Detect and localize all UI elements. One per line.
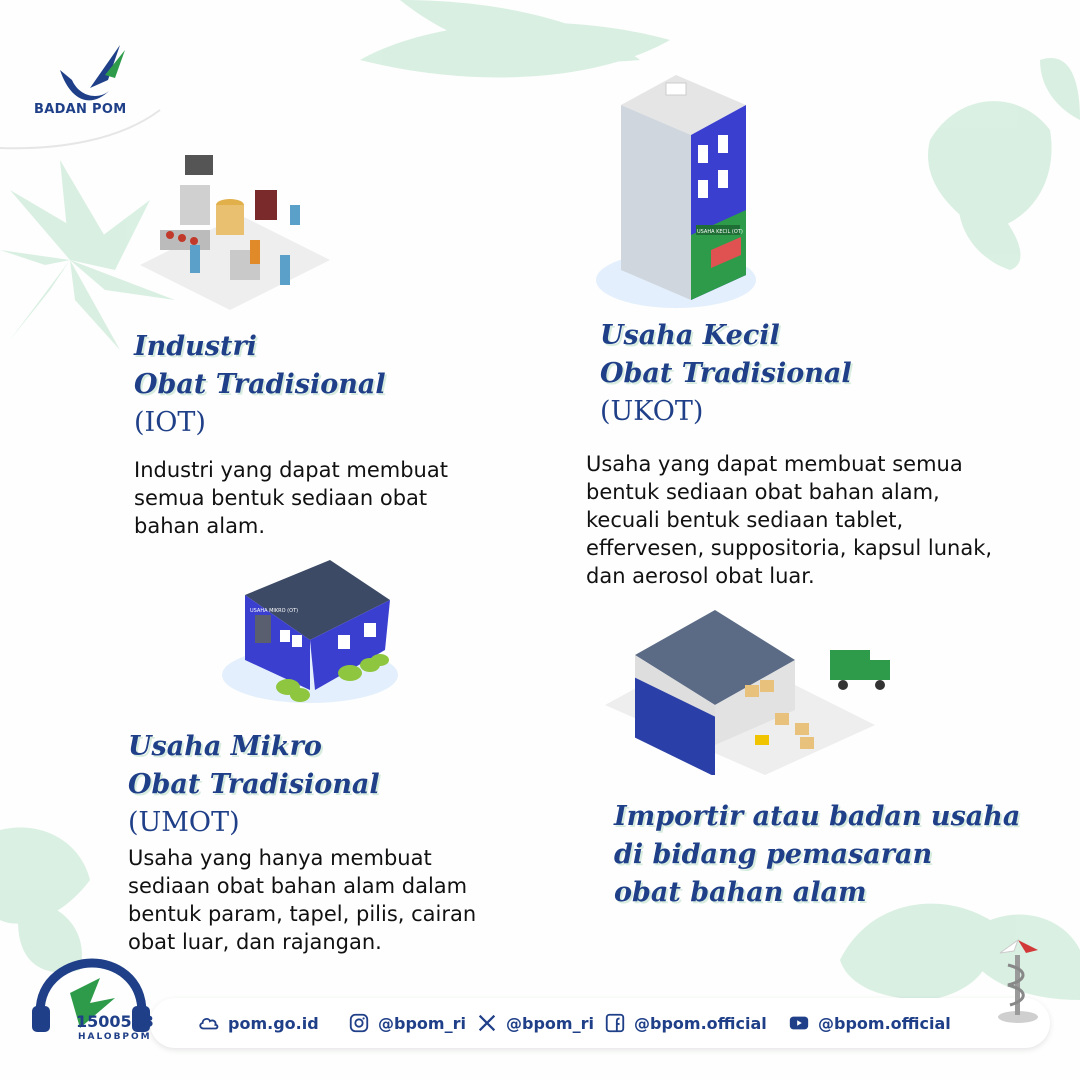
warehouse-icon xyxy=(605,605,895,775)
section-description-line: semua bentuk sediaan obat xyxy=(134,486,428,510)
section-description-line: obat luar, dan rajangan. xyxy=(128,930,382,954)
website-text: pom.go.id xyxy=(228,1013,319,1033)
youtube-link[interactable] xyxy=(788,1010,951,1036)
section-title-line: Importir atau badan usaha xyxy=(614,801,1021,832)
section-abbreviation: (UKOT) xyxy=(600,396,704,427)
facebook-icon xyxy=(604,1012,626,1034)
section-description-line: Usaha yang hanya membuat xyxy=(128,846,432,870)
section-title-line1: Usaha Kecil xyxy=(600,320,780,351)
section-description-line: kecuali bentuk sediaan tablet, xyxy=(586,508,904,532)
section-title-line2: Obat Tradisional xyxy=(600,358,852,389)
instagram-link[interactable] xyxy=(348,1010,466,1036)
section-description-line: bahan alam. xyxy=(134,514,266,538)
instagram-text: @bpom_ri xyxy=(378,1013,466,1033)
section-importir xyxy=(614,798,1020,912)
badan-pom-emblem-icon xyxy=(30,40,140,110)
building-icon xyxy=(596,75,766,310)
factory-illustration xyxy=(130,145,330,310)
section-abbreviation: (UMOT) xyxy=(128,807,240,838)
section-description-line: sediaan obat bahan alam dalam xyxy=(128,874,468,898)
section-description-line: Usaha yang dapat membuat semua xyxy=(586,452,963,476)
hotline-badge xyxy=(30,958,160,1058)
section-title-line2: Obat Tradisional xyxy=(128,769,380,800)
section-title-line1: Industri xyxy=(134,331,257,362)
badan-pom-logo xyxy=(30,40,140,120)
micro-business-house-illustration xyxy=(220,555,400,710)
cloud-icon xyxy=(198,1012,220,1034)
facebook-text: @bpom.official xyxy=(634,1013,767,1033)
section-title-line1: Usaha Mikro xyxy=(128,731,322,762)
section-description-line: Industri yang dapat membuat xyxy=(134,458,448,482)
hotline-number[interactable]: 1500533 xyxy=(76,1012,154,1031)
section-umot xyxy=(128,728,476,956)
house-icon xyxy=(220,555,400,710)
section-title-line2: Obat Tradisional xyxy=(134,369,386,400)
section-description-line: bentuk param, tapel, pilis, cairan xyxy=(128,902,477,926)
website-link[interactable] xyxy=(198,1010,319,1036)
section-ukot xyxy=(600,317,852,431)
x-icon xyxy=(476,1012,498,1034)
ukot-sign-text: USAHA KECIL (OT) xyxy=(697,229,743,235)
umot-sign-text: USAHA MIKRO (OT) xyxy=(250,608,299,614)
section-abbreviation: (IOT) xyxy=(134,407,206,438)
section-description-line: bentuk sediaan obat bahan alam, xyxy=(586,480,940,504)
section-ukot-description xyxy=(586,450,992,590)
warehouse-illustration xyxy=(605,605,895,775)
caduceus-emblem-icon xyxy=(988,935,1048,1025)
section-iot xyxy=(134,328,448,540)
youtube-icon xyxy=(788,1012,810,1034)
hotline-label: HALOBPOM xyxy=(78,1032,152,1042)
instagram-icon xyxy=(348,1012,370,1034)
section-title-line: di bidang pemasaran xyxy=(614,839,933,870)
x-text: @bpom_ri xyxy=(506,1013,594,1033)
section-title-line: obat bahan alam xyxy=(614,877,867,908)
section-description-line: effervesen, suppositoria, kapsul lunak, xyxy=(586,536,993,560)
section-description-line: dan aerosol obat luar. xyxy=(586,564,815,588)
logo-text: BADAN POM xyxy=(34,102,127,117)
x-link[interactable] xyxy=(476,1010,594,1036)
small-business-building-illustration xyxy=(596,75,766,310)
facebook-link[interactable] xyxy=(604,1010,767,1036)
youtube-text: @bpom.official xyxy=(818,1013,951,1033)
